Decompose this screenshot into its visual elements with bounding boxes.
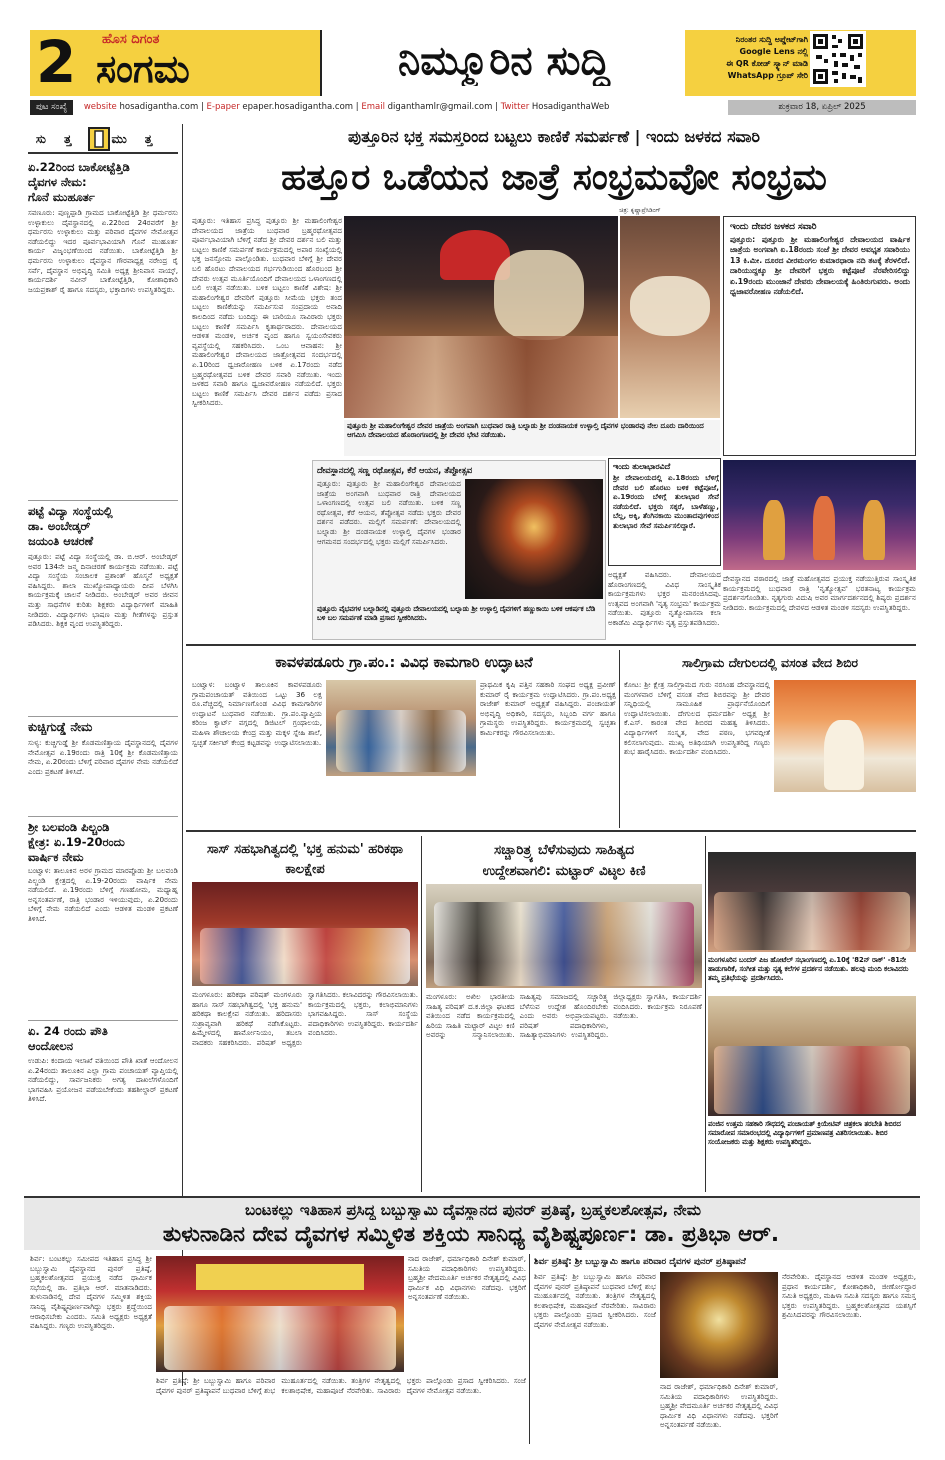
bottom-photo-banner — [196, 1264, 364, 1290]
mid-story2-headline: ಇಂದು ತುಲಾಭಾರವಿದೆ — [613, 462, 671, 471]
band3-left-headline: ಸಾಸ್ ಸಹಭಾಗಿತ್ವದಲ್ಲಿ 'ಭಕ್ತ ಹನುಮ' ಹರಿಕಥಾ ಕಾಲಕ್ಷೇಪ — [207, 842, 403, 877]
promo-line4: WhatsApp ಗ್ರೂಪ್ ಸೇರಿ — [727, 71, 808, 80]
lead-sidebar-headline: ಇಂದು ದೇವರ ಜಳಕದ ಸವಾರಿ — [730, 222, 817, 232]
story2-head-line3: ಜಯಂತಿ ಆಚರಣೆ — [28, 534, 94, 548]
band2-right-body: ಕೋಟ: ಶ್ರೀ ಕ್ಷೇತ್ರ ಸಾಲಿಗ್ರಾಮದ ಗುರು ನರಸಿಂಹ ದೇವಸ್ಥಾನದಲ್ಲಿ ಮಂಗಳವಾರ ಬೆಳಿಗ್ಗೆ ವಸಂತ ವೇದ ಶಿಬಿರವನ್ನು ಶ್ರೀ ದೇವರ ಸನ್ನಿಧಿಯಲ್ಲಿ ಸಾಮೂಹಿಕ ಪ್ರಾರ್ಥನೆಯೊಂದಿಗೆ ಉದ್ಘಾಟಿಸಲಾಯಿತು. ದೇಗುಲದ ಧರ್ಮದರ್ಶಿ ಅಧ್ಯಕ್ಷ ಶ್ರೀ ಕೆ.ಎಸ್. ಕಾರಂತ ವೇದ ಶಿಬಿರದ ಮಹತ್ವ ತಿಳಿಸಿದರು. ವಿದ್ಯಾರ್ಥಿಗಳಿಗೆ ಸಂಸ್ಕೃತ, ವೇದ ಪಠಣ, ಭಗವದ್ಗೀತೆ ಕಲಿಸಲಾಗುವುದು. ಮುಖ್ಯ ಅತಿಥಿಯಾಗಿ ಉಪಸ್ಥಿತರಿದ್ದ ಗಣ್ಯರು ಶುಭ ಹಾರೈಸಿದರು. ಕಾರ್ಯದರ್ಶಿ ವಂದಿಸಿದರು. — [624, 680, 770, 757]
band3-mid-head-line2: ಉದ್ದೇಶವಾಗಲಿ: ಮಟ್ಟಾರ್ ವಿಟ್ಠಲ ಕಿಣಿ — [482, 864, 646, 879]
story1-headline — [28, 160, 178, 205]
mid-story2-body: ಶ್ರೀ ದೇವಾಲಯದಲ್ಲಿ ಏ.18ರಂದು ಬೆಳಿಗ್ಗೆ ದೇವರ ಬಲಿ ಹೊರಟು ಬಳಿಕ ಕಟ್ಟೆಪೂಜೆ, ಏ.19ರಂದು ಬೆಳಿಗ್ಗೆ ತುಲಾಭಾರ ಸೇವೆ ನಡೆಯಲಿದೆ. ಭಕ್ತರು ಸಕ್ಕರೆ, ಬಾಳೆಹಣ್ಣು, ಬೆಲ್ಲ, ಅಕ್ಕಿ, ತೆಂಗಿನಕಾಯಿ ಮುಂತಾದವುಗಳಿಂದ ತುಲಾಭಾರ ಸೇವೆ ಸಮರ್ಪಿಸಲಿದ್ದಾರೆ. — [613, 473, 719, 530]
story4-body: ಬಂಟ್ವಾಳ: ತಾಲೂಕಿನ ಅರಳ ಗ್ರಾಮದ ಮಾರಪ್ಪೊಡು ಶ್ರೀ ಬಲವಂಡಿ ಪಿಲ್ಚಂಡಿ ಕ್ಷೇತ್ರದಲ್ಲಿ ಏ.19-20ರಂದು ವಾರ್ಷಿಕ ನೇಮ ನಡೆಯಲಿದೆ. ಏ.19ರಂದು ಬೆಳಿಗ್ಗೆ ಗಣಹೋಮ, ಮಧ್ಯಾಹ್ನ ಅನ್ನಸಂತರ್ಪಣೆ, ರಾತ್ರಿ ಭಂಡಾರ ಇಳಿಯುವುದು, ಏ.20ರಂದು ಬೆಳಿಗ್ಗೆ ನೇಮ ನಡೆಯಲಿದೆ ಎಂದು ಆಡಳಿತ ಮಂಡಳಿ ಪ್ರಕಟಣೆ ತಿಳಿಸಿದೆ. — [28, 866, 178, 923]
story2-head-line2: ಡಾ. ಅಂಬೇಡ್ಕರ್ — [28, 519, 91, 533]
story3-headline: ಕುಚ್ಚಿಗುಡ್ಡೆ ನೇಮ — [28, 716, 178, 735]
lead-photo-caption: ಪುತ್ತೂರು ಶ್ರೀ ಮಹಾಲಿಂಗೇಶ್ವರ ದೇವರ ಜಾತ್ರೆಯ ಅಂಗವಾಗಿ ಬುಧವಾರ ರಾತ್ರಿ ಬಲ್ನಾಡು ಶ್ರೀ ದಂಡನಾಯಕ ಉಳ್ಳಾಲ್ತಿ ದೈವಗಳ ಭಂಡಾರವು ನೇಲ ದೂರು ದಾರಿಯಿಂದ ಆಗಮಿಸಿ ದೇವಾಲಯದ ಹೊರಾಂಗಣದಲ್ಲಿ ಶ್ರೀ ದೇವರ ಭೇಟಿ ನಡೆಯಿತು. — [344, 420, 720, 456]
band2-left-photo — [326, 680, 476, 776]
twitter-link[interactable]: HosadiganthaWeb — [531, 102, 610, 112]
lead-sidebar-box — [723, 216, 916, 456]
bottom-photo-guests — [164, 1306, 396, 1370]
promo-line3: ಈ QR ಕೋಡ್ ಸ್ಕ್ಯಾನ್ ಮಾಡಿ — [726, 59, 808, 68]
bottom-body1: ಶಿರ್ವ: ಬಂಟಕಲ್ಲು ಸಮೀಪದ ಇತಿಹಾಸ ಪ್ರಸಿದ್ಧ ಶ್ರೀ ಬಬ್ಬುಸ್ವಾಮಿ ದೈವಸ್ಥಾನದ ಪುನರ್ ಪ್ರತಿಷ್ಠೆ, ಬ್ರಹ್ಮಕಲಶೋತ್ಸವದ ಪ್ರಯುಕ್ತ ನಡೆದ ಧಾರ್ಮಿಕ ಸಭೆಯಲ್ಲಿ ಡಾ. ಪ್ರತಿಭಾ ಆರ್. ಮಾತನಾಡಿದರು. ತುಳುನಾಡಿನಲ್ಲಿ ದೇವ ದೈವಗಳ ಸಮ್ಮಿಳಿತ ಶಕ್ತಿಯ ಸಾನಿಧ್ಯ ವೈಶಿಷ್ಟ್ಯಪೂರ್ಣವಾಗಿದ್ದು ಭಕ್ತರು ಶ್ರದ್ಧೆಯಿಂದ ಆರಾಧಿಸಬೇಕು ಎಂದರು. ಸಮಿತಿ ಅಧ್ಯಕ್ಷರು ಅಧ್ಯಕ್ಷತೆ ವಹಿಸಿದ್ದರು. ಗಣ್ಯರು ಉಪಸ್ಥಿತರಿದ್ದರು. — [30, 1254, 152, 1331]
band3-right-photo1 — [708, 852, 916, 952]
band3-mid-photo-people — [434, 902, 694, 986]
qr-code-icon — [810, 31, 866, 87]
story2-head-line1: ಪಟ್ಟೆ ವಿದ್ಯಾ ಸಂಸ್ಥೆಯಲ್ಲಿ — [28, 504, 113, 518]
email-label: Email — [361, 102, 385, 112]
mid-story1-body: ಪುತ್ತೂರು: ಪುತ್ತೂರು ಶ್ರೀ ಮಹಾಲಿಂಗೇಶ್ವರ ದೇವಾಲಯದ ಜಾತ್ರೆಯ ಅಂಗವಾಗಿ ಬುಧವಾರ ರಾತ್ರಿ ದೇವಾಲಯದ ಒಳಾಂಗಣದಲ್ಲಿ ಉತ್ಸವ ಬಲಿ ನಡೆಯಿತು. ಬಳಿಕ ಸಣ್ಣ ರಥೋತ್ಸವ, ಕೆರೆ ಆಯನ, ತೆಪ್ಪೋತ್ಸವ ನಡೆದು ಭಕ್ತರು ದೇವರ ದರ್ಶನ ಪಡೆದರು. ಮಲ್ಲಿಗೆ ಸಮರ್ಪಣೆ: ದೇವಾಲಯದಲ್ಲಿ ಬಲ್ನಾಡು ಶ್ರೀ ದಂಡನಾಯಕ ಉಳ್ಳಾಲ್ತಿ ದೈವಗಳ ಭಂಡಾರ ಆಗಮನದ ಸಂದರ್ಭದಲ್ಲಿ ಭಕ್ತರು ಮಲ್ಲಿಗೆ ಸಮರ್ಪಿಸಿದರು. — [317, 479, 461, 546]
story3-body: ಸುಳ್ಯ: ಕುಚ್ಚಿಗುಡ್ಡೆ ಶ್ರೀ ಕೊಡಮಣಿತ್ತಾಯ ದೈವಸ್ಥಾನದಲ್ಲಿ ದೈವಗಳ ನೇಮೋತ್ಸವ ಏ.19ರಂದು ರಾತ್ರಿ 10ಕ್ಕೆ ಶ್ರೀ ಕೊಡಮಣಿತ್ತಾಯ ನೇಮ, ಏ.20ರಂದು ಬೆಳಿಗ್ಗೆ ಪರಿವಾರ ದೈವಗಳ ನೇಮ ನಡೆಯಲಿದೆ ಎಂದು ಪ್ರಕಟಣೆ ತಿಳಿಸಿದೆ. — [28, 738, 178, 776]
story1-head-line1: ಏ.22ರಿಂದ ಬಾಕೋಟ್ಟೆತ್ತಿಡಿ — [28, 160, 130, 174]
story5-head-line2: ಆಂದೋಲನ — [28, 1039, 74, 1053]
band2-right-headline: ಸಾಲಿಗ್ರಾಮ ದೇಗುಲದಲ್ಲಿ ವಸಂತ ವೇದ ಶಿಬಿರ — [682, 655, 858, 670]
dance-photo-dancer3 — [863, 500, 885, 560]
band3-divider1 — [421, 836, 422, 1192]
bottom-divider — [529, 1254, 530, 1444]
photo-flowers-shape — [630, 276, 710, 336]
bottom-photo-stage — [156, 1256, 404, 1372]
brand-small: ಹೊಸ ದಿಗಂತ — [102, 32, 160, 47]
band3-mid-head-line1: ಸಚ್ಚಾರಿತ್ರ್ಯ ಬೆಳೆಸುವುದು ಸಾಹಿತ್ಯದ — [493, 843, 635, 858]
lead-photo-credit: ಚಿತ್ರ: ಕೃಷ್ಣಾಪ್ರೆಸಿಡಿಂಗ್ — [619, 207, 661, 214]
bottom-kicker: ಬಂಟಕಲ್ಲು ಇತಿಹಾಸ ಪ್ರಸಿದ್ಧ ಬಬ್ಬುಸ್ವಾಮಿ ದೈವಸ್ಥಾನದ ಪುನರ್ ಪ್ರತಿಷ್ಠೆ, ಬ್ರಹ್ಮಕಲಶೋತ್ಸವ, ನೇಮ — [244, 1201, 701, 1219]
band3-mid-headline — [426, 840, 702, 882]
mid-story1-box — [312, 460, 606, 640]
story1-body: ಸವಣೂರು: ಪುಣ್ಚಪ್ಪಾಡಿ ಗ್ರಾಮದ ಬಾಕೋಟ್ಟೆತ್ತಿಡಿ ಶ್ರೀ ಧರ್ಮರಸು ಉಳ್ಳಾಕುಲು ದೈವಸ್ಥಾನದಲ್ಲಿ ಏ.22ರಿಂದ 24ರವರೆಗೆ ಶ್ರೀ ಧರ್ಮರಸು ಉಳ್ಳಾಕುಲು ಮತ್ತು ಪರಿವಾರ ದೈವಗಳ ನೇಮೋತ್ಸವ ನಡೆಯಲಿದ್ದು ಇದರ ಪೂರ್ವಭಾವಿಯಾಗಿ ಗೊನೆ ಮುಹೂರ್ತ ಕಾರ್ಯ ವಿಜೃಂಭಣೆಯಿಂದ ನಡೆಯಿತು. ಬಾಕೋಟ್ಟೆತ್ತಿಡಿ ಶ್ರೀ ಧರ್ಮರಸು ಉಳ್ಳಾಕುಲು ದೈವಸ್ಥಾನ ಗೌರವಾಧ್ಯಕ್ಷ ನರೇಂದ್ರ ರೈ ಸರ್ವೆ, ದೈವಸ್ಥಾನ ಅಭಿವೃದ್ಧಿ ಸಮಿತಿ ಅಧ್ಯಕ್ಷ ಶ್ರೀನಿವಾಸ ನಾಯ್ಕ್, ಕಾರ್ಯದರ್ಶಿ ನವೀನ್ ಬಾಕೋಟ್ಟೆತ್ತಿಡಿ, ಕೋಶಾಧಿಕಾರಿ ಜಯಪ್ರಕಾಶ್ ರೈ ಹಾಗೂ ಸದಸ್ಯರು, ಭಕ್ತಾದಿಗಳು ಉಪಸ್ಥಿತರಿದ್ದರು. — [28, 208, 178, 294]
bottom-body4-left: ಶಿರ್ವ ಪ್ರತಿಷ್ಠೆ: ಶ್ರೀ ಬಬ್ಬುಸ್ವಾಮಿ ಹಾಗೂ ಪರಿವಾರ ದೈವಗಳ ಪುನರ್ ಪ್ರತಿಷ್ಠಾಪನೆ ಬುಧವಾರ ಬೆಳಿಗ್ಗೆ ಶುಭ ಮುಹೂರ್ತದಲ್ಲಿ ನಡೆಯಿತು. ತಂತ್ರಿಗಳ ನೇತೃತ್ವದಲ್ಲಿ ಕಲಶಾಭಿಷೇಕ, ಮಹಾಪೂಜೆ ನೆರವೇರಿತು. ಸಾವಿರಾರು ಭಕ್ತರು ಪಾಲ್ಗೊಂಡು ಪ್ರಸಾದ ಸ್ವೀಕರಿಸಿದರು. ಸಂಜೆ ದೈವಗಳ ನೇಮೋತ್ಸವ ನಡೆಯಿತು. — [534, 1272, 656, 1329]
story1-head-line2: ದೈವಗಳ ನೇಮ: — [28, 175, 87, 189]
story4-headline — [28, 816, 178, 865]
story5-head-line1: ಏ. 24 ರಂದು ಪೌತಿ — [28, 1024, 108, 1038]
band3-left-photo — [192, 882, 418, 986]
divider-band2-top — [186, 644, 916, 646]
story4-head-line1: ಶ್ರೀ ಬಲವಂಡಿ ಪಿಲ್ಚಂಡಿ — [28, 820, 110, 834]
mid-story4-body: ದೇವಸ್ಥಾನದ ವಠಾರದಲ್ಲಿ ಜಾತ್ರೆ ಮಹೋತ್ಸವದ ಪ್ರಯುಕ್ತ ನಡೆಯುತ್ತಿರುವ ಸಾಂಸ್ಕೃತಿಕ ಕಾರ್ಯಕ್ರಮದಲ್ಲಿ ಬುಧವಾರ ರಾತ್ರಿ 'ನೃತ್ಯೋತ್ಸವ' ಭರತನಾಟ್ಯ ಕಾರ್ಯಕ್ರಮ ಪ್ರದರ್ಶನಗೊಂಡಿತು. ನೃತ್ಯಗುರು ವಿದುಷಿ ಅವರ ಮಾರ್ಗದರ್ಶನದಲ್ಲಿ ಶಿಷ್ಯರು ಪ್ರದರ್ಶನ ನೀಡಿದರು. ಕಾರ್ಯಕ್ರಮದಲ್ಲಿ ದೇವಳದ ಆಡಳಿತ ಮಂಡಳಿ ಸದಸ್ಯರು ಉಪಸ್ಥಿತರಿದ್ದರು. — [723, 574, 916, 612]
left-column-tag — [28, 126, 178, 154]
mid-story1-photo — [465, 479, 603, 599]
section-title: ನಿಮ್ಮೂರಿನ ಸುದ್ದಿ — [398, 38, 610, 84]
left-column — [28, 122, 178, 1384]
twitter-label: Twitter — [500, 102, 530, 112]
mid-story1-caption: ಪುತ್ತೂರು ವೈಭವಗಳ ಬಲ್ನಾಡಿನಲ್ಲಿ ಪುತ್ತೂರು ದೇವಾಲಯದಲ್ಲಿ ಬಲ್ನಾಡು ಶ್ರೀ ಉಳ್ಳಾಲ್ತಿ ದೈವಗಳಿಗೆ ಹಣ್ಣುಕಾಯಿ ಬಳಿಕ ಆಕರ್ಷಕ ಬೆಡಿ ಬಳಿ ಬಲ ಸಮರ್ಪಣೆ ಮಾಡಿ ಪ್ರಸಾದ ಸ್ವೀಕರಿಸಿದರು. — [317, 605, 596, 622]
bottom-body3: ಶಿರ್ವ ಪ್ರತಿಷ್ಠೆ: ಶ್ರೀ ಬಬ್ಬುಸ್ವಾಮಿ ಹಾಗೂ ಪರಿವಾರ ದೈವಗಳ ಪುನರ್ ಪ್ರತಿಷ್ಠಾಪನೆ ಬುಧವಾರ ಬೆಳಿಗ್ಗೆ ಶುಭ ಮುಹೂರ್ತದಲ್ಲಿ ನಡೆಯಿತು. ತಂತ್ರಿಗಳ ನೇತೃತ್ವದಲ್ಲಿ ಕಲಶಾಭಿಷೇಕ, ಮಹಾಪೂಜೆ ನೆರವೇರಿತು. ಸಾವಿರಾರು ಭಕ್ತರು ಪಾಲ್ಗೊಂಡು ಪ್ರಸಾದ ಸ್ವೀಕರಿಸಿದರು. ಸಂಜೆ ದೈವಗಳ ನೇಮೋತ್ಸವ ನಡೆಯಿತು. — [156, 1376, 526, 1395]
date-badge: ಶುಕ್ರವಾರ 18, ಏಪ್ರಿಲ್ 2025 — [728, 100, 916, 115]
band2-divider — [619, 650, 620, 828]
band3-right-photo1-crowd — [714, 892, 910, 950]
dance-photo-dancer2 — [813, 496, 835, 560]
mid-story1-headline: ದೇವಸ್ಥಾನದಲ್ಲಿ ಸಣ್ಣ ರಥೋತ್ಸವ, ಕೆರೆ ಆಯನ, ತೆಪ್ಪೋತ್ಸವ — [317, 465, 473, 475]
masthead — [0, 0, 945, 118]
qr-promo — [690, 34, 808, 82]
band3-right-photo2-children — [714, 1046, 910, 1114]
bottom-photo-headline: ಶಿರ್ವ ಪ್ರತಿಷ್ಠೆ: ಶ್ರೀ ಬಬ್ಬುಸ್ವಾಮಿ ಹಾಗೂ ಪರಿವಾರ ದೈವಗಳ ಪುನರ್ ಪ್ರತಿಷ್ಠಾಪನೆ — [534, 1257, 746, 1267]
bottom-body2: ನಾದ ರಾಜೇಶ್, ಧರ್ಮಾಧಿಕಾರಿ ದಿನೇಶ್ ಕುಮಾರ್, ಸಮಿತಿಯ ಪದಾಧಿಕಾರಿಗಳು ಉಪಸ್ಥಿತರಿದ್ದರು. ಬ್ರಹ್ಮಶ್ರೀ ವೇದಮೂರ್ತಿ ಅರ್ಚಕರ ನೇತೃತ್ವದಲ್ಲಿ ವಿವಿಧ ಧಾರ್ಮಿಕ ವಿಧಿ ವಿಧಾನಗಳು ನಡೆದವು. ಭಕ್ತರಿಗೆ ಅನ್ನಸಂತರ್ಪಣೆ ನಡೆಯಿತು. — [408, 1254, 526, 1302]
band2-left-body2: ಪ್ರಾಥಮಿಕ ಕೃಷಿ ಪತ್ತಿನ ಸಹಕಾರಿ ಸಂಘದ ಅಧ್ಯಕ್ಷ ಪ್ರವೀಣ್ ಕುಮಾರ್ ರೈ ಕಾರ್ಯಕ್ರಮ ಉದ್ಘಾಟಿಸಿದರು. ಗ್ರಾ.ಪಂ.ಅಧ್ಯಕ್ಷ ರಾಜೇಶ್ ಕುಮಾರ್ ಅಧ್ಯಕ್ಷತೆ ವಹಿಸಿದ್ದರು. ಪಂಚಾಯತ್ ಅಭಿವೃದ್ಧಿ ಅಧಿಕಾರಿ, ಸದಸ್ಯರು, ಸಿಬ್ಬಂದಿ ವರ್ಗ ಹಾಗೂ ಗ್ರಾಮಸ್ಥರು ಉಪಸ್ಥಿತರಿದ್ದರು. ಕಾರ್ಯಕ್ರಮದಲ್ಲಿ ಸ್ವಚ್ಛತಾ ಕಾರ್ಮಿಕರನ್ನು ಗೌರವಿಸಲಾಯಿತು. — [480, 680, 616, 737]
lead-body: ಪುತ್ತೂರು: ಇತಿಹಾಸ ಪ್ರಸಿದ್ಧ ಪುತ್ತೂರು ಶ್ರೀ ಮಹಾಲಿಂಗೇಶ್ವರ ದೇವಾಲಯದ ಜಾತ್ರೆಯ ಬುಧವಾರ ಬ್ರಹ್ಮರಥೋತ್ಸವದ ಪೂರ್ವಭಾವಿಯಾಗಿ ಬೆಳಿಗ್ಗೆ ನಡೆದ ಶ್ರೀ ದೇವರ ದರ್ಶನ ಬಲಿ ಮತ್ತು ಬಟ್ಟಲು ಕಾಣಿಕೆ ಸಮರ್ಪಣೆ ಕಾರ್ಯಕ್ರಮದಲ್ಲಿ ಅಪಾರ ಸಂಖ್ಯೆಯಲ್ಲಿ ಭಕ್ತ ಜನಸ್ತೋಮ ಪಾಲ್ಗೊಂಡಿತು. ಬುಧವಾರ ಬೆಳಿಗ್ಗೆ ಶ್ರೀ ದೇವರ ಬಲಿ ಹೊರಟು ದೇವಾಲಯದ ಗರ್ಭಗುಡಿಯಿಂದ ಹೊರಬಂದ ಶ್ರೀ ದೇವರು ಉತ್ಸವ ಮೂರ್ತಿಯೊಂದಿಗೆ ದೇವಾಲಯದ ಒಳಾಂಗಣದಲ್ಲಿ ಬಲಿ ಉತ್ಸವ ನಡೆಯಿತು. ಬಳಿಕ ಬಟ್ಟಲು ಕಾಣಿಕೆ ವಿಶೇಷ: ಶ್ರೀ ಮಹಾಲಿಂಗೇಶ್ವರ ದೇವರಿಗೆ ಪುತ್ತೂರು ಸೀಮೆಯ ಭಕ್ತರು ತಂದ ಬಟ್ಟಲು ಕಾಣಿಕೆಯನ್ನು ಸಮರ್ಪಿಸುವ ಸಂಪ್ರದಾಯ ಅನಾದಿ ಕಾಲದಿಂದ ನಡೆದು ಬಂದಿದ್ದು ಈ ಬಾರಿಯೂ ಸಾವಿರಾರು ಭಕ್ತರು ಬಟ್ಟಲು ಕಾಣಿಕೆ ಸಮರ್ಪಿಸಿ ಕೃತಾರ್ಥರಾದರು. ದೇವಾಲಯದ ಆಡಳಿತ ಮಂಡಳಿ, ಅರ್ಚಕ ವೃಂದ ಹಾಗೂ ಸ್ವಯಂಸೇವಕರು ವ್ಯವಸ್ಥೆಯಲ್ಲಿ ಸಹಕರಿಸಿದರು. ಒಂಬ ಆವಾಹನ: ಶ್ರೀ ಮಹಾಲಿಂಗೇಶ್ವರ ದೇವಾಲಯದ ಜಾತ್ರೋತ್ಸವದ ಸಂದರ್ಭದಲ್ಲಿ ಏ.10ರಿಂದ ಧ್ವಜಾರೋಹಣ ಬಳಿಕ ಏ.17ರಂದು ನಡೆದ ಬ್ರಹ್ಮರಥೋತ್ಸವದ ಬಳಿಕ ದೇವರ ಸವಾರಿ ನಡೆಯಿತು. ಇಂದು ಜಳಕದ ಸವಾರಿ ಹಾಗೂ ಧ್ವಜಾವರೋಹಣ ನಡೆಯಲಿದೆ. ಭಕ್ತರು ಬಟ್ಟಲು ಕಾಣಿಕೆ ಸಮರ್ಪಿಸಿ ದೇವರ ದರ್ಶನ ಪಡೆದು ಪ್ರಸಾದ ಸ್ವೀಕರಿಸಿದರು. — [192, 216, 342, 408]
story5-body: ಉಡುಪಿ: ಕಂದಾಯ ಇಲಾಖೆ ವತಿಯಿಂದ ಪೌತಿ ಖಾತೆ ಆಂದೋಲನ ಏ.24ರಂದು ತಾಲೂಕಿನ ಎಲ್ಲಾ ಗ್ರಾಮ ಪಂಚಾಯತ್ ವ್ಯಾಪ್ತಿಯಲ್ಲಿ ನಡೆಯಲಿದ್ದು, ಸಾರ್ವಜನಿಕರು ಅಗತ್ಯ ದಾಖಲೆಗಳೊಂದಿಗೆ ಭಾಗವಹಿಸಿ ಪ್ರಯೋಜನ ಪಡೆಯಬೇಕೆಂದು ತಹಶೀಲ್ದಾರ್ ಪ್ರಕಟಣೆ ತಿಳಿಸಿದೆ. — [28, 1056, 178, 1104]
divider-band3-top — [186, 830, 916, 832]
story2-headline — [28, 500, 178, 549]
band3-left-photo-people — [200, 928, 410, 984]
lead-headline: ಹತ್ತೂರ ಒಡೆಯನ ಜಾತ್ರೆ ಸಂಭ್ರಮವೋ ಸಂಭ್ರಮ — [281, 157, 827, 198]
promo-line1: ನಿರಂತರ ಸುದ್ದಿ ಅಪ್ಡೇಟ್‌ಗಾಗಿ — [735, 35, 808, 44]
lead-kicker: ಪುತ್ತೂರಿನ ಭಕ್ತ ಸಮಸ್ತರಿಂದ ಬಟ್ಟಲು ಕಾಣಿಕೆ ಸಮರ್ಪಣೆ | ಇಂದು ಜಳಕದ ಸವಾರಿ — [348, 127, 760, 146]
lead-photo-priests — [620, 216, 720, 418]
info-bar-page-label: ಪುಟ ಸಂಖ್ಯೆ — [30, 100, 73, 115]
bottom-headline: ತುಳುನಾಡಿನ ದೇವ ದೈವಗಳ ಸಮ್ಮಿಳಿತ ಶಕ್ತಿಯ ಸಾನಿಧ್ಯ ವೈಶಿಷ್ಟ್ಯಪೂರ್ಣ: ಡಾ. ಪ್ರತಿಭಾ ಆರ್. — [162, 1222, 780, 1247]
epaper-label: E-paper — [206, 102, 240, 112]
story1-head-line3: ಗೊನೆ ಮುಹೂರ್ತ — [28, 190, 95, 204]
photo-garland-shape — [494, 250, 584, 340]
website-label: website — [83, 102, 117, 112]
band3-right-photo2 — [708, 996, 916, 1116]
lead-sidebar-body: ಪುತ್ತೂರು: ಪುತ್ತೂರು ಶ್ರೀ ಮಹಾಲಿಂಗೇಶ್ವರ ದೇವಾಲಯದ ವಾರ್ಷಿಕ ಜಾತ್ರೆಯ ಅಂಗವಾಗಿ ಏ.18ರಂದು ಸಂಜೆ ಶ್ರೀ ದೇವರ ಅವಭೃತ ಸವಾರಿಯು 13 ಕಿ.ಮೀ. ದೂರದ ವೀರಮಂಗಲ ಕುಮಾರಧಾರಾ ನದಿ ತಟಕ್ಕೆ ತೆರಳಲಿದೆ. ದಾರಿಯುದ್ದಕ್ಕೂ ಶ್ರೀ ದೇವರಿಗೆ ಭಕ್ತರು ಕಟ್ಟೆಪೂಜೆ ನೆರವೇರಿಸಲಿದ್ದು ಏ.19ರಂದು ಮುಂಜಾನೆ ದೇವರು ದೇವಾಲಯಕ್ಕೆ ಹಿಂತಿರುಗುವರು. ಅಂದು ಧ್ವಜಾವರೋಹಣ ನಡೆಯಲಿದೆ. — [730, 235, 910, 297]
story4-head-line3: ವಾರ್ಷಿಕ ನೇಮ — [28, 850, 84, 864]
band2-left-body1: ಬಂಟ್ವಾಳ: ಬಂಟ್ವಾಳ ತಾಲೂಕಿನ ಕಾವಳಪಡೂರು ಗ್ರಾಮಪಂಚಾಯತ್ ವತಿಯಿಂದ ಒಟ್ಟು 36 ಲಕ್ಷ ರೂ.ವೆಚ್ಚದಲ್ಲಿ ನಿರ್ಮಾಣಗೊಂಡ ವಿವಿಧ ಕಾಮಗಾರಿಗಳ ಉದ್ಘಾಟನೆ ಬುಧವಾರ ನಡೆಯಿತು. ಗ್ರಾ.ಪಂ.ವ್ಯಾಪ್ತಿಯ ಕರಿಂಜ ಕ್ವಾರ್ಟ್ ವಗ್ಗದಲ್ಲಿ ಡಿಜಿಟಲ್ ಗ್ರಂಥಾಲಯ, ಮಹಿಳಾ ಶೌಚಾಲಯ ಕೇಂದ್ರ ಮತ್ತು ಮಕ್ಕಳ ಸ್ನೇಹಿ ಶಾಲೆ, ಸ್ವಚ್ಛತೆ ಸರ್ಕೀಟ್ ಕೇಂದ್ರ ಕಟ್ಟಡವನ್ನು ಉದ್ಘಾಟಿಸಲಾಯಿತು. — [192, 680, 322, 747]
band3-divider2 — [705, 836, 706, 1192]
lead-photo-procession — [344, 216, 618, 418]
page-number: 2 — [36, 28, 77, 96]
story5-headline — [28, 1020, 178, 1054]
promo-line2: Google Lens ನಲ್ಲಿ — [739, 47, 808, 56]
dance-photo-dancer1 — [763, 500, 785, 560]
dance-photo — [723, 460, 916, 570]
bottom-body4: ನೆರವೇರಿತು. ದೈವಸ್ಥಾನದ ಆಡಳಿತ ಮಂಡಳಿ ಅಧ್ಯಕ್ಷರು, ಪ್ರಧಾನ ಕಾರ್ಯದರ್ಶಿ, ಕೋಶಾಧಿಕಾರಿ, ಜೀರ್ಣೋದ್ಧಾರ ಸಮಿತಿ ಅಧ್ಯಕ್ಷರು, ಮಹಿಳಾ ಸಮಿತಿ ಸದಸ್ಯರು ಹಾಗೂ ಸಮಸ್ತ ಭಕ್ತರು ಉಪಸ್ಥಿತರಿದ್ದರು. ಬ್ರಹ್ಮಕಲಶೋತ್ಸವದ ಯಶಸ್ಸಿಗೆ ಶ್ರಮಿಸಿದವರನ್ನು ಗೌರವಿಸಲಾಯಿತು. — [782, 1272, 916, 1320]
brand-big: ಸಂಗಮ — [96, 47, 190, 91]
story2-body: ಪುತ್ತೂರು: ಪಟ್ಟೆ ವಿದ್ಯಾ ಸಂಸ್ಥೆಯಲ್ಲಿ ಡಾ. ಬಿ.ಆರ್. ಅಂಬೇಡ್ಕರ್ ಅವರ 134ನೇ ಜನ್ಮ ದಿನಾಚರಣೆ ಕಾರ್ಯಕ್ರಮ ನಡೆಯಿತು. ಪಟ್ಟೆ ವಿದ್ಯಾ ಸಂಸ್ಥೆಯ ಸಂಚಾಲಕ ಪ್ರಶಾಂತ್ ಹೊಸ್ಮನೆ ಅಧ್ಯಕ್ಷತೆ ವಹಿಸಿದ್ದರು. ಶಾಲಾ ಮುಖ್ಯೋಪಾಧ್ಯಾಯರು ದೀಪ ಬೆಳಗಿಸಿ ಕಾರ್ಯಕ್ರಮಕ್ಕೆ ಚಾಲನೆ ನೀಡಿದರು. ಅಂಬೇಡ್ಕರ್ ಅವರ ಜೀವನ ಮತ್ತು ಸಾಧನೆಗಳ ಕುರಿತು ಶಿಕ್ಷಕರು ವಿದ್ಯಾರ್ಥಿಗಳಿಗೆ ಮಾಹಿತಿ ನೀಡಿದರು. ವಿದ್ಯಾರ್ಥಿಗಳು ಭಾಷಣ ಮತ್ತು ಗೀತೆಗಳನ್ನು ಪ್ರಸ್ತುತ ಪಡಿಸಿದರು. ಶಿಕ್ಷಕ ವೃಂದ ಉಪಸ್ಥಿತರಿದ್ದರು. — [28, 552, 178, 629]
band3-right-caption2: ಪಂಜಿನ ಉತ್ತಮ ಸಹಕಾರಿ ಸೌಧದಲ್ಲಿ ಪಂಚಾಯತ್ ಕ್ರಿಯೇಟಿವ್ ಚಿತ್ರಕಲಾ ತರಬೇತಿ ಶಿಬಿರದ ಸಮಾರೋಪ ಸಮಾರಂಭದಲ್ಲಿ ವಿದ್ಯಾರ್ಥಿಗಳಿಗೆ ಪ್ರಮಾಣಪತ್ರ ವಿತರಿಸಲಾಯಿತು. ಶಿಬಿರ ಸಂಯೋಜಕರು ಮತ್ತು ಶಿಕ್ಷಕರು ಉಪಸ್ಥಿತರಿದ್ದರು. — [708, 1120, 901, 1146]
bottom-photo-deity — [660, 1272, 778, 1378]
band2-right-photo — [774, 680, 916, 792]
mid-story3-body: ಅಧ್ಯಕ್ಷತೆ ವಹಿಸಿದರು. ದೇವಾಲಯದ ಹೊರಾಂಗಣದಲ್ಲಿ ವಿವಿಧ ಸಾಂಸ್ಕೃತಿಕ ಕಾರ್ಯಕ್ರಮಗಳು ಭಕ್ತರ ಮನರಂಜಿಸಿದವು. ಉತ್ಸವದ ಅಂಗವಾಗಿ 'ನೃತ್ಯ ಸಂಭ್ರಮ' ಕಾರ್ಯಕ್ರಮ ನಡೆಯಿತು. ಪುತ್ತೂರು ನೃತ್ಯೋಪಾಸನಾ ಕಲಾ ಅಕಾಡೆಮಿ ವಿದ್ಯಾರ್ಥಿಗಳು ನೃತ್ಯ ಪ್ರಸ್ತುತಪಡಿಸಿದರು. — [608, 570, 721, 627]
photo-crowd-shape — [344, 336, 618, 418]
story4-head-line2: ಕ್ಷೇತ್ರ: ಏ.19-20ರಂದು — [28, 835, 125, 849]
band3-right-caption1: ಮಂಗಳೂರಿನ ಬಂದರ್ ಪಿಜ ಹೋಟೆಲ್ ಸಭಾಂಗಣದಲ್ಲಿ ಏ.10ಕ್ಕೆ '82ನ್ ರಾಕ್' -81ನೇ ಹಾಡುಗಾರಿಕೆ, ಸಂಗೀತ ಮತ್ತು ನೃತ್ಯ ಕಲೆಗಳ ಪ್ರದರ್ಶನ ನಡೆಯಿತು. ಹಲವು ಮಂದಿ ಕಲಾವಿದರು ತಮ್ಮ ಪ್ರತಿಭೆಯನ್ನು ಪ್ರದರ್ಶಿಸಿದರು. — [708, 956, 909, 982]
website-link[interactable]: hosadigantha.com — [119, 102, 199, 112]
email-link[interactable]: diganthamlr@gmail.com — [387, 102, 493, 112]
mid-story2-box — [608, 458, 721, 566]
bottom-body4-under: ನಾದ ರಾಜೇಶ್, ಧರ್ಮಾಧಿಕಾರಿ ದಿನೇಶ್ ಕುಮಾರ್, ಸಮಿತಿಯ ಪದಾಧಿಕಾರಿಗಳು ಉಪಸ್ಥಿತರಿದ್ದರು. ಬ್ರಹ್ಮಶ್ರೀ ವೇದಮೂರ್ತಿ ಅರ್ಚಕರ ನೇತೃತ್ವದಲ್ಲಿ ವಿವಿಧ ಧಾರ್ಮಿಕ ವಿಧಿ ವಿಧಾನಗಳು ನಡೆದವು. ಭಕ್ತರಿಗೆ ಅನ್ನಸಂತರ್ಪಣೆ ನಡೆಯಿತು. — [660, 1382, 778, 1430]
band2-left-headline: ಕಾವಳಪಡೂರು ಗ್ರಾ.ಪಂ.: ವಿವಿಧ ಕಾಮಗಾರಿ ಉದ್ಘಾಟನೆ — [275, 655, 533, 671]
band3-mid-body: ಮಂಗಳೂರು: ಅಖಿಲ ಭಾರತೀಯ ಸಾಹಿತ್ಯ ಪರಿಷತ್ ದ.ಕ.ಜಿಲ್ಲಾ ಘಟಕದ ವತಿಯಿಂದ ನಡೆದ ಕಾರ್ಯಕ್ರಮದಲ್ಲಿ ಹಿರಿಯ ಸಾಹಿತಿ ಮಟ್ಟಾರ್ ವಿಟ್ಠಲ ಕಿಣಿ ಅವರನ್ನು ಸನ್ಮಾನಿಸಲಾಯಿತು. ಸಾಹಿತ್ಯವು ಸಮಾಜದಲ್ಲಿ ಸಚ್ಚಾರಿತ್ರ್ಯ ಬೆಳೆಸುವ ಉದ್ದೇಶ ಹೊಂದಿರಬೇಕು ಎಂದು ಅವರು ಅಭಿಪ್ರಾಯಪಟ್ಟರು. ಪರಿಷತ್ ಪದಾಧಿಕಾರಿಗಳು, ಸಾಹಿತ್ಯಾಭಿಮಾನಿಗಳು ಉಪಸ್ಥಿತರಿದ್ದರು. ಜಿಲ್ಲಾಧ್ಯಕ್ಷರು ಸ್ವಾಗತಿಸಿ, ಕಾರ್ಯದರ್ಶಿ ವಂದಿಸಿದರು. ಕಾರ್ಯಕ್ರಮ ನಿರೂಪಣೆ ನಡೆಯಿತು. — [426, 992, 702, 1040]
epaper-link[interactable]: epaper.hosadigantha.com — [242, 102, 354, 112]
info-bar: ಪುಟ ಸಂಖ್ಯೆ website hosadigantha.com | E-paper epaper.hosadigantha.com | Email diganthamlr@gmail.com | Twitter HosadiganthaWeb — [30, 100, 916, 115]
left-column-tag-text: ಸುತ್ತ ಮುತ್ತ — [35, 132, 171, 146]
band2-right-photo-priest — [824, 720, 864, 790]
band3-mid-photo — [426, 884, 702, 988]
band3-left-body: ಮಂಗಳೂರು: ಹರಿಕಥಾ ಪರಿಷತ್ ಮಂಗಳೂರು ಹಾಗೂ ಸಾಸ್ ಸಹಭಾಗಿತ್ವದಲ್ಲಿ 'ಭಕ್ತ ಹನುಮ' ಹರಿಕಥಾ ಕಾಲಕ್ಷೇಪ ನಡೆಯಿತು. ಹರಿದಾಸರು ಸುಶ್ರಾವ್ಯವಾಗಿ ಹರಿಕಥೆ ನಡೆಸಿಕೊಟ್ಟರು. ಹಿಮ್ಮೇಳದಲ್ಲಿ ಹಾರ್ಮೋನಿಯಂ, ತಬಲಾ ವಾದಕರು ಸಹಕರಿಸಿದರು. ಪರಿಷತ್ ಅಧ್ಯಕ್ಷರು ಸ್ವಾಗತಿಸಿದರು. ಕಲಾವಿದರನ್ನು ಗೌರವಿಸಲಾಯಿತು. ಕಾರ್ಯಕ್ರಮದಲ್ಲಿ ಭಕ್ತರು, ಕಲಾಭಿಮಾನಿಗಳು ಭಾಗವಹಿಸಿದ್ದರು. ಸಾಸ್ ಸಂಸ್ಥೆಯ ಪದಾಧಿಕಾರಿಗಳು ಉಪಸ್ಥಿತರಿದ್ದರು. ಕಾರ್ಯದರ್ಶಿ ವಂದಿಸಿದರು. — [192, 990, 418, 1047]
band2-photo-people — [336, 710, 466, 772]
